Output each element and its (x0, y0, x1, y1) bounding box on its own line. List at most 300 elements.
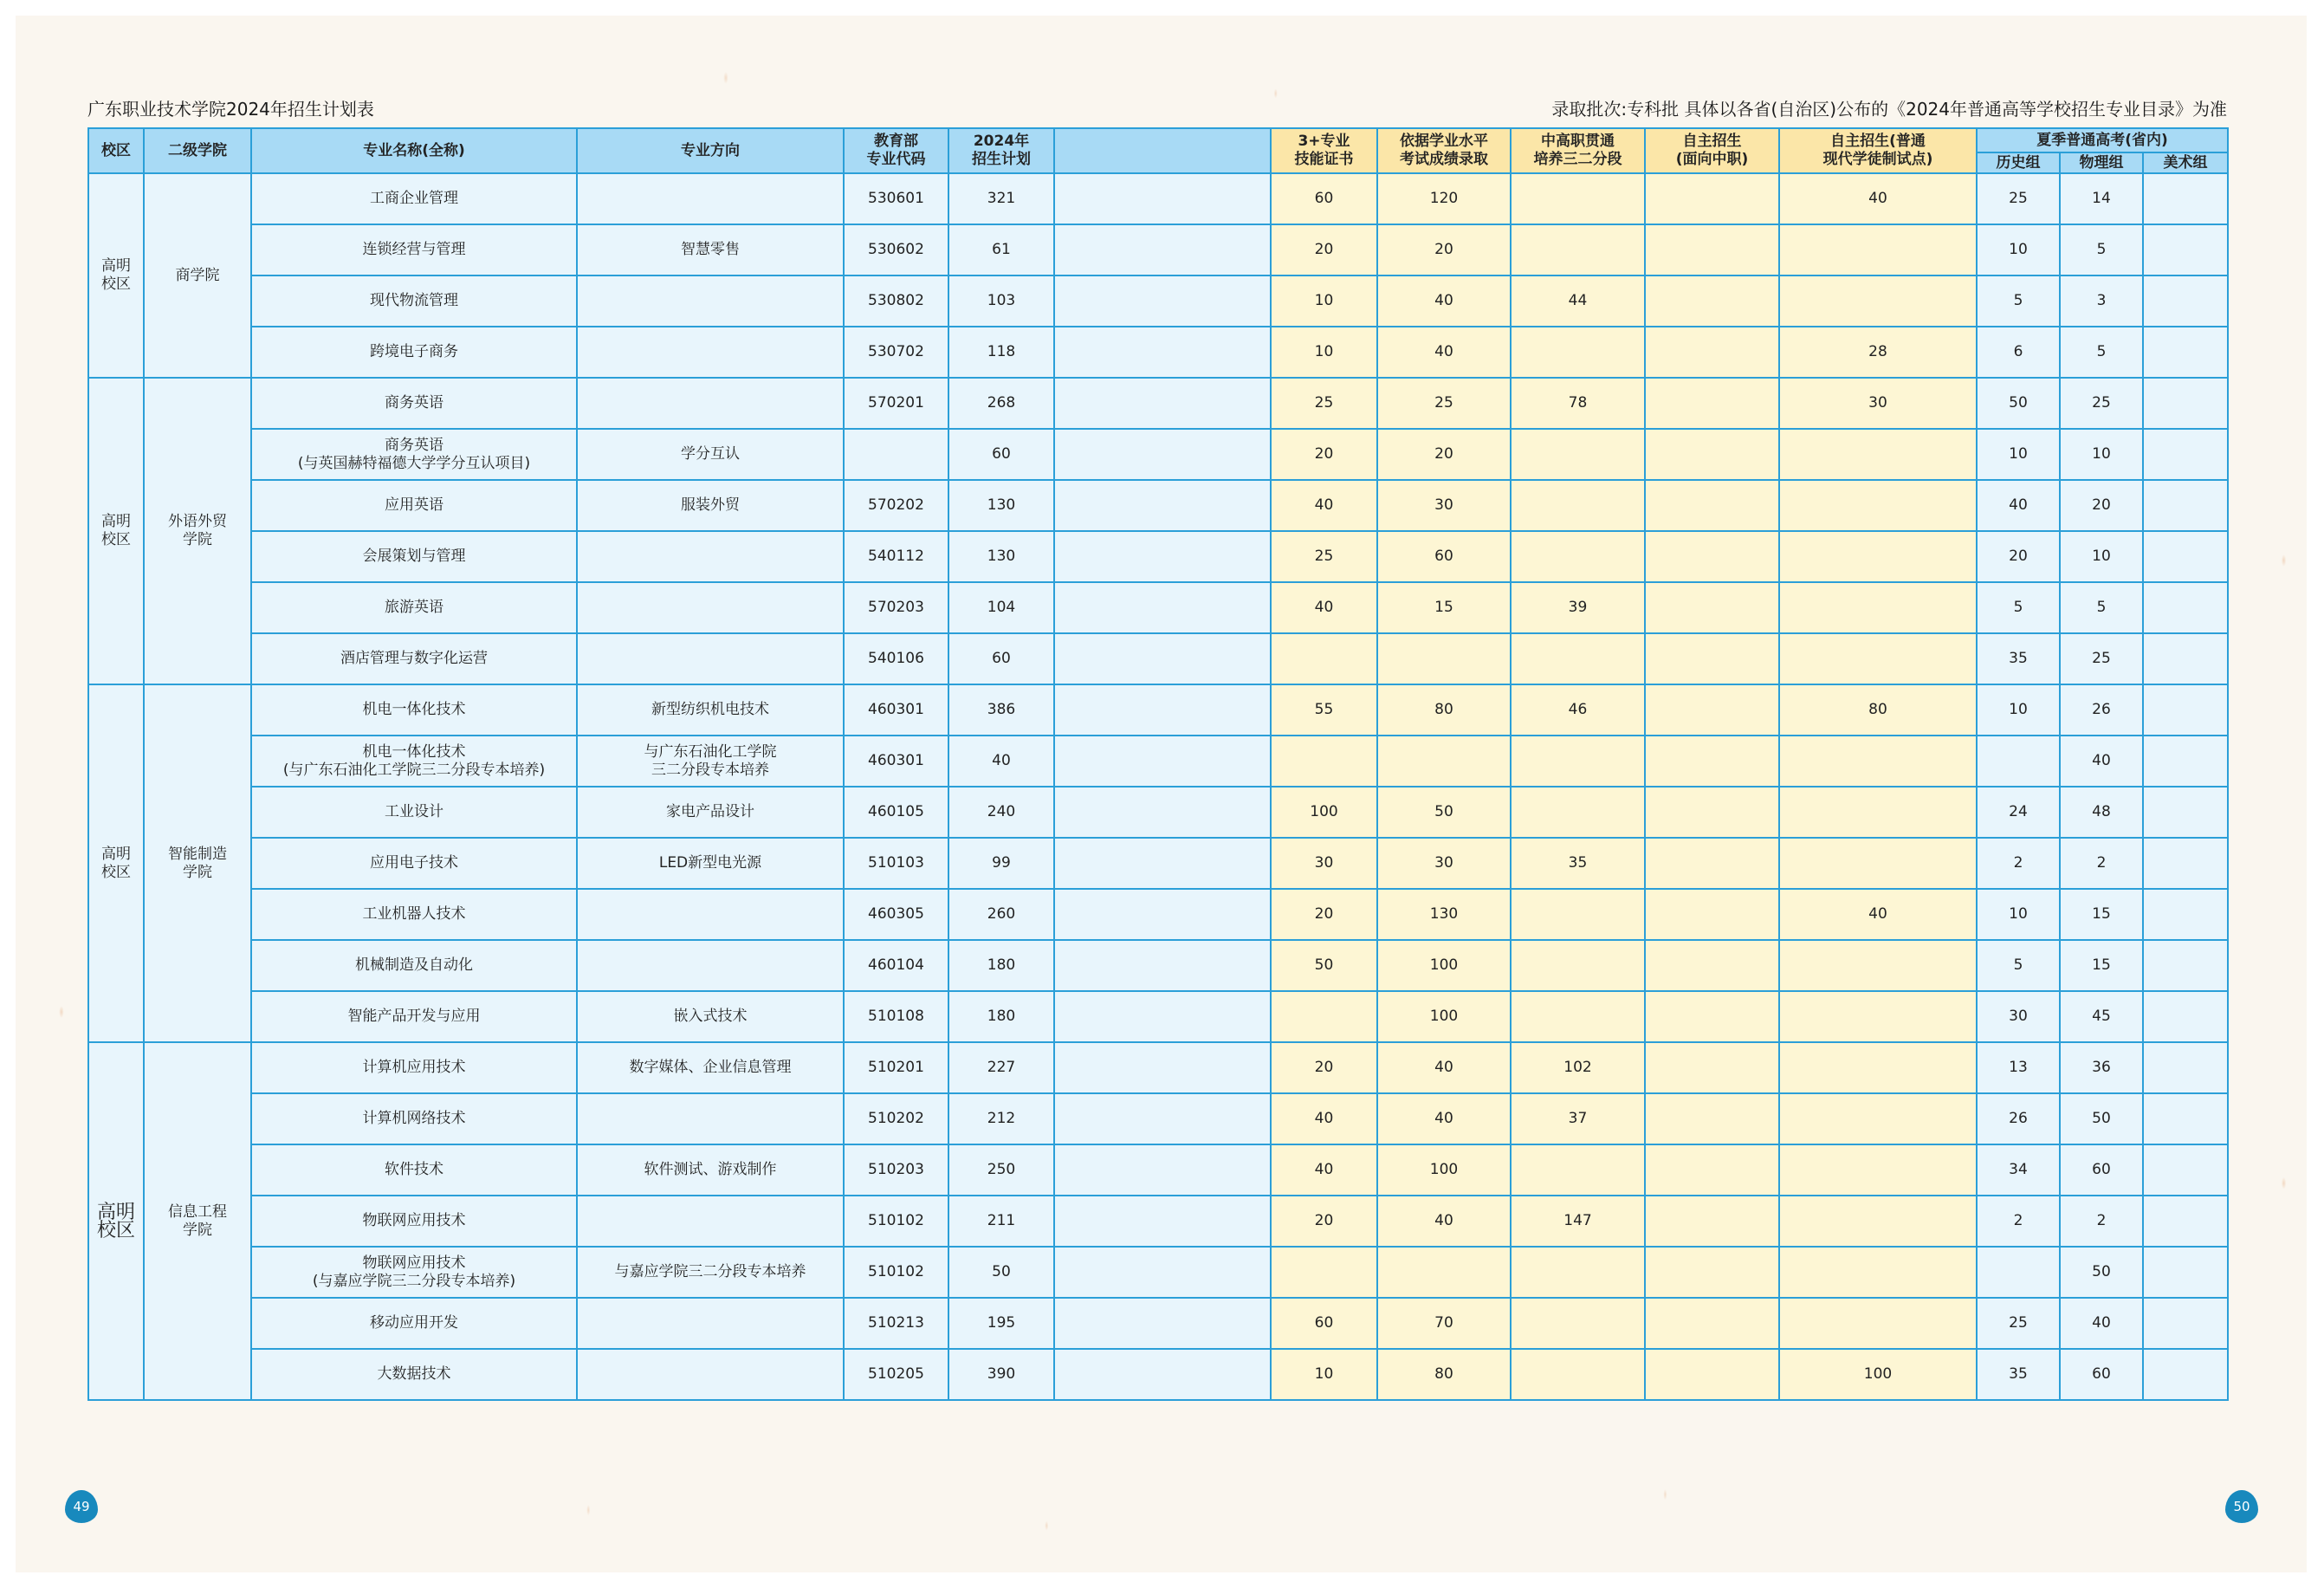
cell-skill-cert: 60 (1271, 173, 1377, 224)
cell-art (2143, 1042, 2228, 1093)
cell-art (2143, 582, 2228, 633)
cell-zizhu-xuetu (1779, 991, 1977, 1042)
cell-history: 10 (1977, 429, 2060, 480)
table-row (88, 787, 2228, 838)
cell-zizhu-xuetu (1779, 531, 1977, 582)
cell-blank (1054, 736, 1271, 787)
table-row (88, 429, 2228, 480)
cell-xuekao: 130 (1377, 889, 1511, 940)
cell-physics: 5 (2060, 224, 2143, 275)
cell-major: 应用英语 (251, 480, 577, 531)
table-row (88, 1042, 2228, 1093)
cell-physics: 3 (2060, 275, 2143, 327)
cell-art (2143, 633, 2228, 684)
cell-major: 跨境电子商务 (251, 327, 577, 378)
header-college: 二级学院 (144, 128, 251, 173)
cell-blank (1054, 327, 1271, 378)
cell-major: 大数据技术 (251, 1349, 577, 1400)
cell-zizhu-xuetu: 40 (1779, 173, 1977, 224)
cell-sanerfenduan (1511, 173, 1645, 224)
cell-skill-cert: 55 (1271, 684, 1377, 736)
cell-physics: 50 (2060, 1093, 2143, 1144)
cell-plan: 250 (948, 1144, 1054, 1196)
cell-major: 物联网应用技术 (251, 1196, 577, 1247)
cell-xuekao: 70 (1377, 1298, 1511, 1349)
cell-blank (1054, 1042, 1271, 1093)
cell-xuekao: 80 (1377, 1349, 1511, 1400)
cell-physics: 50 (2060, 1247, 2143, 1298)
cell-direction: 软件测试、游戏制作 (577, 1144, 844, 1196)
cell-skill-cert: 20 (1271, 224, 1377, 275)
cell-direction (577, 327, 844, 378)
header-zizhu-xuetu: 自主招生(普通 现代学徒制试点) (1779, 128, 1977, 173)
cell-xuekao (1377, 633, 1511, 684)
cell-skill-cert: 30 (1271, 838, 1377, 889)
cell-art (2143, 1144, 2228, 1196)
cell-zizhu-zhongzhi (1645, 1247, 1779, 1298)
admission-note: 录取批次:专科批 具体以各省(自治区)公布的《2024年普通高等学校招生专业目录》为准 (1551, 99, 2227, 120)
cell-art (2143, 889, 2228, 940)
cell-art (2143, 531, 2228, 582)
cell-sanerfenduan (1511, 480, 1645, 531)
cell-xuekao: 40 (1377, 1093, 1511, 1144)
cell-history: 2 (1977, 838, 2060, 889)
cell-art (2143, 480, 2228, 531)
cell-art (2143, 224, 2228, 275)
cell-sanerfenduan: 44 (1511, 275, 1645, 327)
table-row (88, 480, 2228, 531)
table-title: 广东职业技术学院2024年招生计划表 (87, 99, 374, 120)
cell-skill-cert (1271, 991, 1377, 1042)
header-sanerfenduan: 中高职贯通 培养三二分段 (1511, 128, 1645, 173)
cell-blank (1054, 991, 1271, 1042)
cell-sanerfenduan (1511, 1298, 1645, 1349)
cell-physics: 15 (2060, 940, 2143, 991)
cell-physics: 48 (2060, 787, 2143, 838)
cell-direction (577, 889, 844, 940)
cell-physics: 5 (2060, 582, 2143, 633)
cell-history: 35 (1977, 1349, 2060, 1400)
cell-blank (1054, 889, 1271, 940)
cell-physics: 60 (2060, 1144, 2143, 1196)
cell-history: 5 (1977, 582, 2060, 633)
cell-zizhu-zhongzhi (1645, 480, 1779, 531)
cell-art (2143, 838, 2228, 889)
cell-direction: LED新型电光源 (577, 838, 844, 889)
cell-blank (1054, 378, 1271, 429)
cell-xuekao: 100 (1377, 940, 1511, 991)
cell-skill-cert: 25 (1271, 531, 1377, 582)
cell-major: 应用电子技术 (251, 838, 577, 889)
cell-physics: 5 (2060, 327, 2143, 378)
cell-xuekao: 100 (1377, 1144, 1511, 1196)
table-row (88, 1298, 2228, 1349)
cell-zizhu-xuetu (1779, 1298, 1977, 1349)
cell-zizhu-xuetu (1779, 838, 1977, 889)
enrollment-plan-table (87, 127, 2229, 1401)
cell-code: 530601 (844, 173, 948, 224)
cell-history: 13 (1977, 1042, 2060, 1093)
cell-blank (1054, 1298, 1271, 1349)
cell-art (2143, 173, 2228, 224)
cell-direction (577, 1298, 844, 1349)
cell-skill-cert: 40 (1271, 1144, 1377, 1196)
cell-campus: 高明 校区 (88, 1042, 144, 1400)
cell-xuekao: 40 (1377, 327, 1511, 378)
cell-code: 510202 (844, 1093, 948, 1144)
cell-physics: 26 (2060, 684, 2143, 736)
cell-sanerfenduan (1511, 1349, 1645, 1400)
cell-xuekao: 30 (1377, 480, 1511, 531)
cell-direction (577, 1196, 844, 1247)
header-major: 专业名称(全称) (251, 128, 577, 173)
cell-zizhu-xuetu (1779, 1247, 1977, 1298)
cell-major: 智能产品开发与应用 (251, 991, 577, 1042)
cell-code: 460105 (844, 787, 948, 838)
cell-code: 540106 (844, 633, 948, 684)
cell-college: 外语外贸 学院 (144, 378, 251, 684)
cell-code: 510103 (844, 838, 948, 889)
cell-history: 20 (1977, 531, 2060, 582)
cell-physics: 10 (2060, 429, 2143, 480)
cell-blank (1054, 275, 1271, 327)
cell-campus: 高明 校区 (88, 684, 144, 1042)
cell-major: 机械制造及自动化 (251, 940, 577, 991)
header-history-group: 历史组 (1977, 152, 2060, 173)
cell-physics: 40 (2060, 736, 2143, 787)
cell-plan: 268 (948, 378, 1054, 429)
cell-art (2143, 1093, 2228, 1144)
cell-skill-cert: 10 (1271, 1349, 1377, 1400)
table-row (88, 378, 2228, 429)
cell-zizhu-xuetu: 30 (1779, 378, 1977, 429)
cell-zizhu-xuetu: 80 (1779, 684, 1977, 736)
cell-plan: 212 (948, 1093, 1054, 1144)
cell-physics: 2 (2060, 1196, 2143, 1247)
cell-code: 510213 (844, 1298, 948, 1349)
cell-plan: 130 (948, 480, 1054, 531)
header-blank (1054, 128, 1271, 173)
cell-physics: 20 (2060, 480, 2143, 531)
cell-direction (577, 582, 844, 633)
cell-physics: 14 (2060, 173, 2143, 224)
cell-zizhu-zhongzhi (1645, 275, 1779, 327)
table-row (88, 889, 2228, 940)
cell-zizhu-zhongzhi (1645, 838, 1779, 889)
table-row (88, 327, 2228, 378)
cell-code: 530702 (844, 327, 948, 378)
cell-zizhu-xuetu (1779, 736, 1977, 787)
cell-history: 30 (1977, 991, 2060, 1042)
cell-history: 6 (1977, 327, 2060, 378)
cell-zizhu-zhongzhi (1645, 1042, 1779, 1093)
cell-direction (577, 378, 844, 429)
cell-major: 机电一体化技术 (251, 684, 577, 736)
cell-code: 460301 (844, 684, 948, 736)
table-body (88, 173, 2228, 1400)
cell-major: 旅游英语 (251, 582, 577, 633)
cell-plan: 60 (948, 633, 1054, 684)
cell-code: 510102 (844, 1196, 948, 1247)
cell-xuekao (1377, 1247, 1511, 1298)
table-row (88, 684, 2228, 736)
cell-code: 530602 (844, 224, 948, 275)
cell-zizhu-xuetu (1779, 480, 1977, 531)
cell-xuekao: 40 (1377, 1196, 1511, 1247)
cell-history: 40 (1977, 480, 2060, 531)
cell-plan: 40 (948, 736, 1054, 787)
cell-code: 510201 (844, 1042, 948, 1093)
cell-sanerfenduan (1511, 224, 1645, 275)
table-row (88, 633, 2228, 684)
cell-skill-cert: 20 (1271, 889, 1377, 940)
cell-sanerfenduan (1511, 889, 1645, 940)
cell-physics: 36 (2060, 1042, 2143, 1093)
cell-sanerfenduan: 46 (1511, 684, 1645, 736)
cell-sanerfenduan (1511, 1247, 1645, 1298)
cell-zizhu-zhongzhi (1645, 378, 1779, 429)
cell-zizhu-xuetu (1779, 224, 1977, 275)
cell-college: 商学院 (144, 173, 251, 378)
cell-art (2143, 736, 2228, 787)
cell-major: 机电一体化技术 (与广东石油化工学院三二分段专本培养) (251, 736, 577, 787)
cell-art (2143, 378, 2228, 429)
header-art-group: 美术组 (2143, 152, 2228, 173)
cell-campus: 高明 校区 (88, 173, 144, 378)
cell-plan: 118 (948, 327, 1054, 378)
cell-zizhu-zhongzhi (1645, 582, 1779, 633)
table-row (88, 173, 2228, 224)
cell-blank (1054, 1349, 1271, 1400)
cell-skill-cert: 25 (1271, 378, 1377, 429)
cell-blank (1054, 531, 1271, 582)
cell-plan: 103 (948, 275, 1054, 327)
cell-sanerfenduan: 39 (1511, 582, 1645, 633)
cell-xuekao: 15 (1377, 582, 1511, 633)
cell-zizhu-xuetu: 28 (1779, 327, 1977, 378)
cell-code: 570201 (844, 378, 948, 429)
cell-zizhu-xuetu (1779, 940, 1977, 991)
cell-major: 软件技术 (251, 1144, 577, 1196)
cell-skill-cert: 10 (1271, 275, 1377, 327)
cell-history: 10 (1977, 889, 2060, 940)
cell-blank (1054, 940, 1271, 991)
cell-plan: 390 (948, 1349, 1054, 1400)
cell-plan: 240 (948, 787, 1054, 838)
cell-sanerfenduan (1511, 633, 1645, 684)
cell-zizhu-zhongzhi (1645, 889, 1779, 940)
cell-physics: 40 (2060, 1298, 2143, 1349)
header-physics-group: 物理组 (2060, 152, 2143, 173)
cell-art (2143, 1298, 2228, 1349)
cell-sanerfenduan: 78 (1511, 378, 1645, 429)
cell-sanerfenduan (1511, 429, 1645, 480)
cell-blank (1054, 1144, 1271, 1196)
cell-zizhu-zhongzhi (1645, 736, 1779, 787)
table-row (88, 531, 2228, 582)
cell-sanerfenduan (1511, 787, 1645, 838)
cell-code: 510108 (844, 991, 948, 1042)
cell-blank (1054, 480, 1271, 531)
cell-zizhu-zhongzhi (1645, 327, 1779, 378)
cell-major: 工业设计 (251, 787, 577, 838)
cell-skill-cert: 20 (1271, 1196, 1377, 1247)
cell-zizhu-xuetu (1779, 429, 1977, 480)
cell-zizhu-xuetu (1779, 787, 1977, 838)
cell-sanerfenduan: 37 (1511, 1093, 1645, 1144)
cell-history: 50 (1977, 378, 2060, 429)
cell-zizhu-zhongzhi (1645, 173, 1779, 224)
cell-major: 商务英语 (与英国赫特福德大学学分互认项目) (251, 429, 577, 480)
header-plan: 2024年 招生计划 (948, 128, 1054, 173)
cell-code: 540112 (844, 531, 948, 582)
cell-skill-cert (1271, 633, 1377, 684)
cell-zizhu-xuetu: 40 (1779, 889, 1977, 940)
cell-xuekao: 40 (1377, 275, 1511, 327)
table-row (88, 582, 2228, 633)
header-skill-cert: 3+专业 技能证书 (1271, 128, 1377, 173)
cell-history: 25 (1977, 173, 2060, 224)
cell-sanerfenduan (1511, 736, 1645, 787)
cell-xuekao: 40 (1377, 1042, 1511, 1093)
cell-plan: 50 (948, 1247, 1054, 1298)
cell-plan: 99 (948, 838, 1054, 889)
header-campus: 校区 (88, 128, 144, 173)
cell-history: 35 (1977, 633, 2060, 684)
table-row (88, 838, 2228, 889)
cell-code: 570203 (844, 582, 948, 633)
cell-sanerfenduan: 35 (1511, 838, 1645, 889)
cell-history: 10 (1977, 224, 2060, 275)
cell-xuekao: 20 (1377, 429, 1511, 480)
cell-art (2143, 940, 2228, 991)
cell-skill-cert: 40 (1271, 1093, 1377, 1144)
cell-physics: 60 (2060, 1349, 2143, 1400)
cell-physics: 25 (2060, 633, 2143, 684)
cell-major: 连锁经营与管理 (251, 224, 577, 275)
cell-blank (1054, 787, 1271, 838)
cell-zizhu-zhongzhi (1645, 224, 1779, 275)
cell-code (844, 429, 948, 480)
cell-sanerfenduan: 102 (1511, 1042, 1645, 1093)
cell-blank (1054, 684, 1271, 736)
cell-zizhu-xuetu (1779, 1093, 1977, 1144)
cell-zizhu-zhongzhi (1645, 991, 1779, 1042)
header-direction: 专业方向 (577, 128, 844, 173)
cell-xuekao: 60 (1377, 531, 1511, 582)
cell-sanerfenduan (1511, 327, 1645, 378)
cell-campus: 高明 校区 (88, 378, 144, 684)
cell-history: 25 (1977, 1298, 2060, 1349)
table-row (88, 940, 2228, 991)
cell-history: 26 (1977, 1093, 2060, 1144)
cell-major: 物联网应用技术 (与嘉应学院三二分段专本培养) (251, 1247, 577, 1298)
cell-blank (1054, 582, 1271, 633)
cell-direction (577, 1349, 844, 1400)
cell-zizhu-xuetu (1779, 633, 1977, 684)
table-row (88, 736, 2228, 787)
header-xuekao: 依据学业水平 考试成绩录取 (1377, 128, 1511, 173)
cell-art (2143, 1196, 2228, 1247)
cell-direction: 智慧零售 (577, 224, 844, 275)
cell-physics: 10 (2060, 531, 2143, 582)
cell-art (2143, 327, 2228, 378)
cell-zizhu-zhongzhi (1645, 633, 1779, 684)
cell-major: 计算机网络技术 (251, 1093, 577, 1144)
cell-major: 计算机应用技术 (251, 1042, 577, 1093)
cell-sanerfenduan (1511, 531, 1645, 582)
cell-xuekao: 50 (1377, 787, 1511, 838)
cell-art (2143, 429, 2228, 480)
cell-plan: 260 (948, 889, 1054, 940)
cell-zizhu-zhongzhi (1645, 1349, 1779, 1400)
cell-history: 10 (1977, 684, 2060, 736)
cell-art (2143, 684, 2228, 736)
cell-xuekao: 30 (1377, 838, 1511, 889)
cell-sanerfenduan (1511, 991, 1645, 1042)
cell-code: 460301 (844, 736, 948, 787)
cell-xuekao (1377, 736, 1511, 787)
cell-zizhu-xuetu (1779, 275, 1977, 327)
cell-plan: 227 (948, 1042, 1054, 1093)
cell-blank (1054, 633, 1271, 684)
cell-art (2143, 275, 2228, 327)
cell-major: 移动应用开发 (251, 1298, 577, 1349)
cell-code: 460305 (844, 889, 948, 940)
cell-xuekao: 100 (1377, 991, 1511, 1042)
cell-major: 工商企业管理 (251, 173, 577, 224)
cell-skill-cert: 100 (1271, 787, 1377, 838)
cell-zizhu-xuetu (1779, 1144, 1977, 1196)
cell-sanerfenduan (1511, 1144, 1645, 1196)
cell-skill-cert: 20 (1271, 1042, 1377, 1093)
cell-skill-cert: 10 (1271, 327, 1377, 378)
cell-blank (1054, 224, 1271, 275)
cell-code: 460104 (844, 940, 948, 991)
header-summer-exam: 夏季普通高考(省内) (1977, 128, 2228, 152)
cell-plan: 386 (948, 684, 1054, 736)
cell-plan: 104 (948, 582, 1054, 633)
table-row (88, 1196, 2228, 1247)
table-row (88, 1093, 2228, 1144)
cell-physics: 45 (2060, 991, 2143, 1042)
cell-direction (577, 173, 844, 224)
cell-zizhu-zhongzhi (1645, 1196, 1779, 1247)
cell-plan: 61 (948, 224, 1054, 275)
cell-skill-cert (1271, 1247, 1377, 1298)
cell-major: 现代物流管理 (251, 275, 577, 327)
cell-skill-cert: 60 (1271, 1298, 1377, 1349)
cell-code: 530802 (844, 275, 948, 327)
cell-direction: 服装外贸 (577, 480, 844, 531)
cell-college: 智能制造 学院 (144, 684, 251, 1042)
cell-code: 510102 (844, 1247, 948, 1298)
cell-college: 信息工程 学院 (144, 1042, 251, 1400)
cell-blank (1054, 1093, 1271, 1144)
cell-xuekao: 80 (1377, 684, 1511, 736)
cell-history: 24 (1977, 787, 2060, 838)
cell-plan: 60 (948, 429, 1054, 480)
cell-art (2143, 1349, 2228, 1400)
cell-code: 510203 (844, 1144, 948, 1196)
cell-zizhu-zhongzhi (1645, 1093, 1779, 1144)
cell-skill-cert: 20 (1271, 429, 1377, 480)
table-row (88, 1349, 2228, 1400)
cell-plan: 195 (948, 1298, 1054, 1349)
cell-direction: 与广东石油化工学院 三二分段专本培养 (577, 736, 844, 787)
cell-plan: 180 (948, 940, 1054, 991)
table-row (88, 1144, 2228, 1196)
